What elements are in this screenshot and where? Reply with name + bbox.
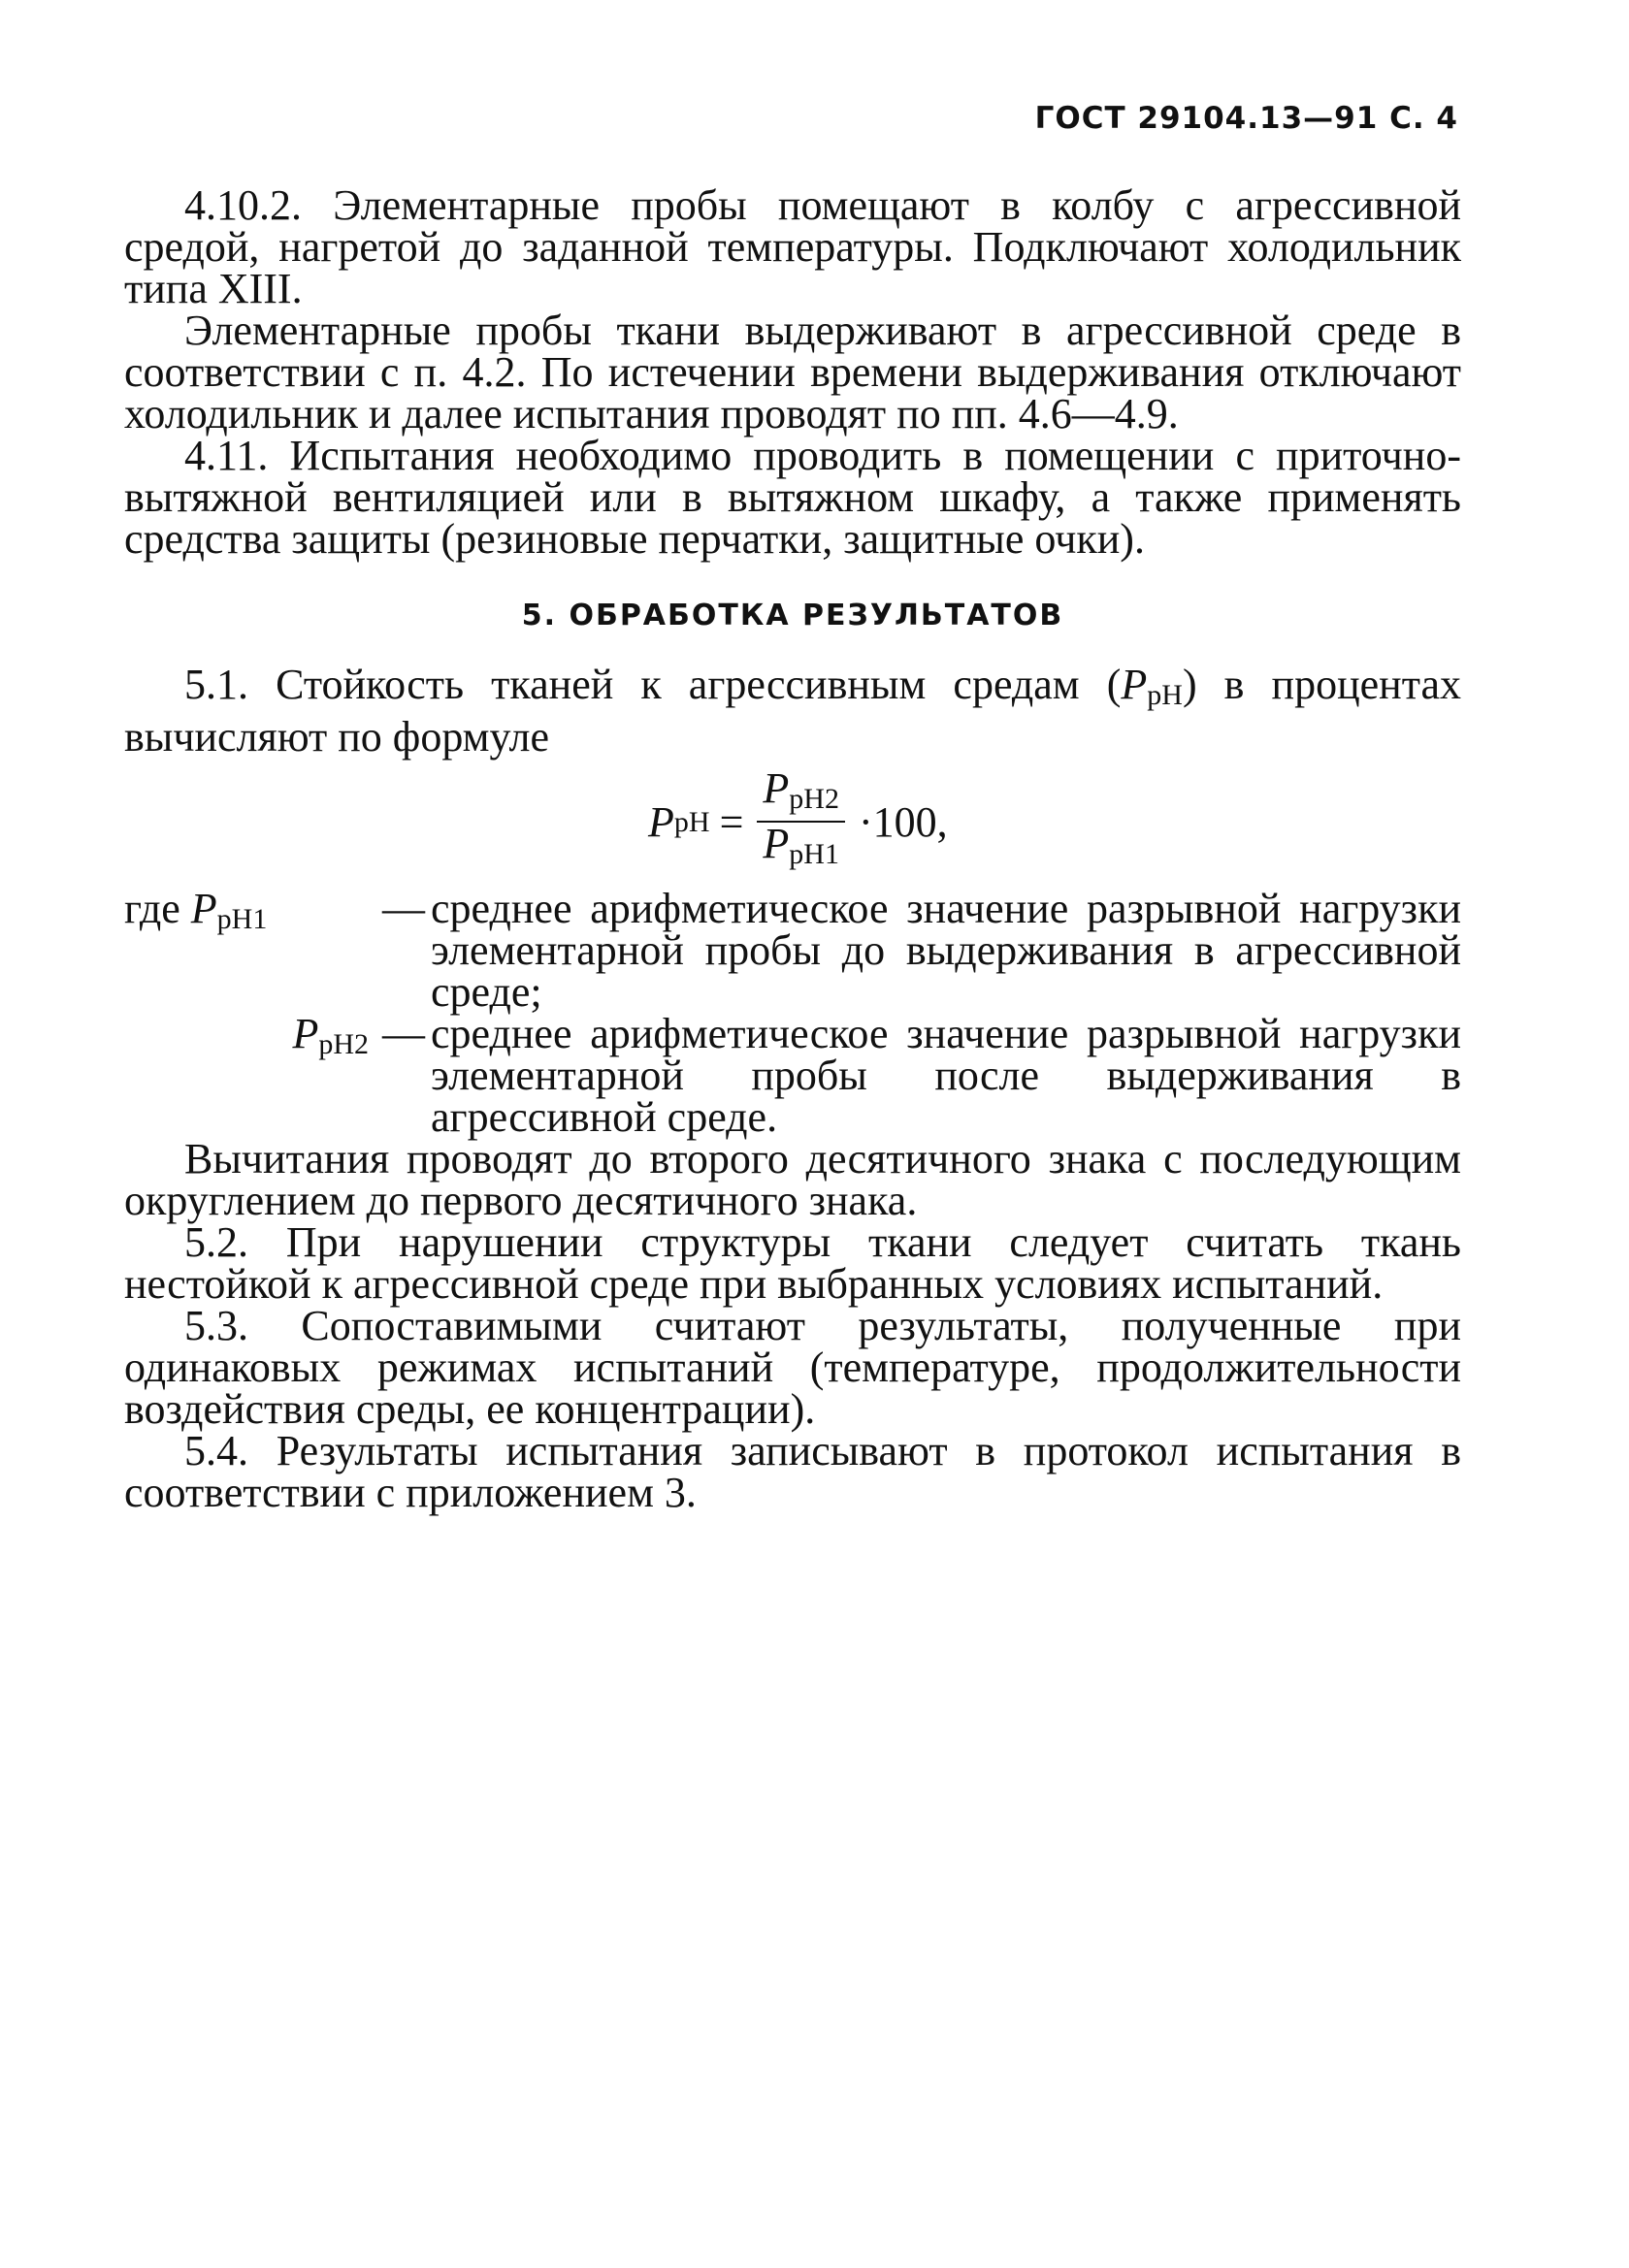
formula-multiplier: ·100, (858, 797, 948, 846)
denominator-symbol: P (763, 820, 790, 867)
where-item-1 (124, 885, 1461, 1016)
paragraph-5-1-text-end: ) в процентах вычисляют по формуле (124, 661, 1461, 761)
where-sub-2: рН2 (318, 1028, 369, 1060)
where-prefix: где (124, 885, 180, 932)
page-header: ГОСТ 29104.13—91 С. 4 (1034, 101, 1458, 136)
denominator-sub: рН1 (789, 838, 839, 870)
document-body (124, 181, 1461, 1516)
paragraph-5-1-text-start: 5.1. Стойкость тканей к агрессивным средам ( (184, 661, 1122, 708)
where-dash-2: — (382, 1010, 425, 1057)
paragraph-5-4: 5.4. Результаты испытания записывают в протокол испытания в соответствии с приложением 3. (124, 1427, 1461, 1516)
numerator-sub: рН2 (789, 783, 839, 815)
where-label-2 (124, 1010, 376, 1138)
symbol-subscript: рН (1147, 679, 1183, 711)
formula-denominator (757, 820, 845, 876)
formula-fraction (757, 764, 845, 876)
formula-numerator (757, 764, 845, 821)
paragraph-4-10-2: 4.10.2. Элементарные пробы помещают в колбу с агрессивной средой, нагретой до заданной температуры. Подключают холодильник типа XIII. (124, 181, 1461, 312)
where-sub-1: рН1 (216, 903, 268, 935)
paragraph-5-3: 5.3. Сопоставимыми считают результаты, полученные при одинаковых режимах испытаний (температуре, продолжительности воздействия среды, ее концентрации). (124, 1302, 1461, 1433)
numerator-symbol: P (763, 764, 790, 812)
where-symbol-1: P (190, 885, 217, 932)
paragraph-5-2: 5.2. При нарушении структуры ткани следует считать ткань нестойкой к агрессивной среде при выбранных условиях испытаний. (124, 1218, 1461, 1308)
paragraph-exposure: Элементарные пробы ткани выдерживают в агрессивной среде в соответствии с п. 4.2. По истечении времени выдерживания отключают холодильник и далее испытания проводят по пп. 4.6—4.9. (124, 307, 1461, 437)
formula-lhs-symbol: P (648, 797, 674, 846)
paragraph-4-11: 4.11. Испытания необходимо проводить в помещении с приточно-вытяжной вентиляцией или в вытяжном шкафу, а также применять средства защиты (резиновые перчатки, защитные очки). (124, 432, 1461, 563)
where-desc-1: среднее арифметическое значение разрывной нагрузки элементарной пробы до выдерживания в агрессивной среде; (431, 885, 1461, 1016)
paragraph-5-1 (124, 661, 1461, 761)
where-dash-1: — (382, 885, 425, 932)
paragraph-rounding: Вычитания проводят до второго десятичного знака с последующим округлением до первого десятичного знака. (124, 1135, 1461, 1224)
where-item-2 (124, 1010, 1461, 1141)
section-heading: 5. ОБРАБОТКА РЕЗУЛЬТАТОВ (521, 599, 1064, 632)
symbol-p: P (1121, 661, 1148, 708)
where-desc-2: среднее арифметическое значение разрывной нагрузки элементарной пробы после выдерживания в агрессивной среде. (431, 1010, 1461, 1141)
where-symbol-2: P (292, 1010, 319, 1057)
where-label-1 (124, 885, 376, 1013)
formula-lhs-sub: рН (673, 805, 710, 838)
formula (648, 764, 1461, 872)
formula-equals: = (719, 797, 744, 846)
